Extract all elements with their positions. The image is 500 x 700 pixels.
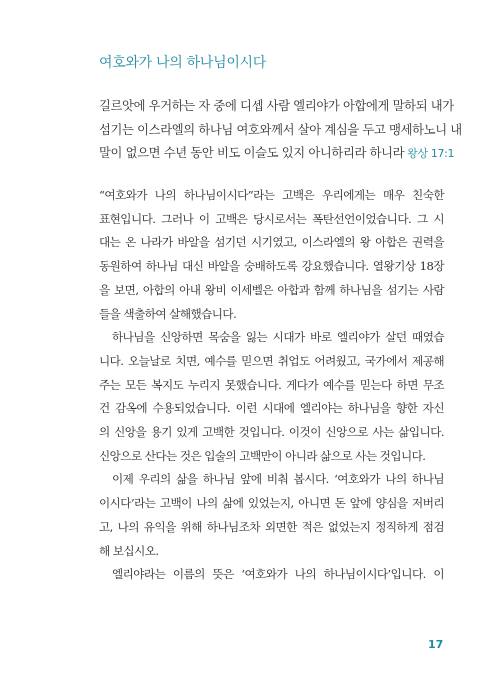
scripture-line (99, 142, 455, 166)
body-line: 을 보면, 아합의 아내 왕비 이세벨은 아합과 함께 하나님을 섬기는 사람 (99, 282, 444, 297)
body-line: 표현입니다. 그러나 이 고백은 당시로서는 폭탄선언이었습니다. 그 시 (99, 211, 444, 226)
scripture-quote (99, 95, 462, 166)
page-number: 17 (428, 638, 444, 651)
body-line: 해 보십시오. (99, 543, 159, 558)
body-line: “여호와가 나의 하나님이시다”라는 고백은 우리에게는 매우 친숙한 (99, 188, 444, 202)
chapter-title: 여호와가 나의 하나님이시다 (99, 55, 266, 71)
body-line: 고, 나의 유익을 위해 하나님조차 외면한 적은 없었는지 정직하게 점검 (99, 519, 444, 534)
scripture-text: 말이 없으면 수년 동안 비도 이슬도 있지 아니하리라 하니라 (99, 146, 405, 161)
body-line: 대는 온 나라가 바알을 섬기던 시기였고, 이스라엘의 왕 아합은 권력을 (99, 235, 444, 250)
body-line: 하나님을 신앙하면 목숨을 잃는 시대가 바로 엘리야가 살던 때였습 (112, 330, 444, 345)
body-text (99, 184, 444, 587)
body-line: 주는 모든 복지도 누리지 못했습니다. 게다가 예수를 믿는다 하면 무조 (99, 377, 444, 392)
body-line: 이시다’라는 고백이 나의 삶에 있었는지, 아니면 돈 앞에 양심을 저버리 (99, 496, 444, 511)
body-line: 니다. 오늘날로 치면, 예수를 믿으면 취업도 어려웠고, 국가에서 제공해 (99, 353, 444, 368)
body-line: 건 감옥에 수용되었습니다. 이런 시대에 엘리야는 하나님을 향한 자신 (99, 401, 444, 416)
body-line: 들을 색출하여 살해했습니다. (99, 306, 237, 321)
body-line: 동원하여 하나님 대신 바알을 숭배하도록 강요했습니다. 열왕기상 18장 (99, 259, 444, 274)
body-line: 의 신앙을 용기 있게 고백한 것입니다. 이것이 신앙으로 사는 삶입니다. (99, 425, 444, 440)
body-line: 이제 우리의 삶을 하나님 앞에 비춰 봅시다. ‘여호와가 나의 하나님 (112, 472, 444, 487)
body-line: 엘리야라는 이름의 뜻은 ‘여호와가 나의 하나님이시다’입니다. 이 (112, 567, 444, 582)
scripture-reference: 왕상 17:1 (407, 147, 455, 161)
scripture-line: 섬기는 이스라엘의 하나님 여호와께서 살아 계심을 두고 맹세하노니 내 (99, 122, 462, 137)
scripture-line: 길르앗에 우거하는 자 중에 디셉 사람 엘리야가 아합에게 말하되 내가 (99, 99, 454, 113)
body-line: 신앙으로 산다는 것은 입술의 고백만이 아니라 삶으로 사는 것입니다. (99, 448, 426, 463)
